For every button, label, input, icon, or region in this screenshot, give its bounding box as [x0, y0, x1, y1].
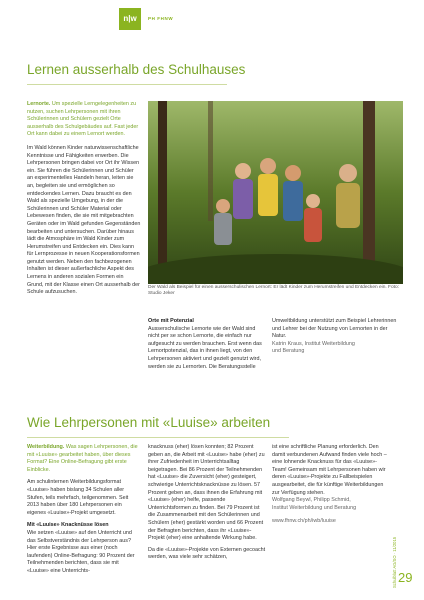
fhnw-logo: n|w: [119, 8, 141, 30]
article2-col1-body2: Wie setzen «Luuise» auf den Unterricht und das Selbstverständnis der Lehrperson aus? Hier erste Ergebnisse aus einer (noch laufenden) Online-Befragung: 90 Prozent der Teilnehmenden berichten, dass sie mit «Luuise» eine Unterrichts-: [27, 529, 135, 574]
article1-col1-body: Im Wald können Kinder naturwissenschaftliche Kenntnisse und Fähigkeiten erwerben. Die Lehrpersonen bringen dabei vor Ort ihr Wissen ein. Sie führen die Schülerinnen und Schüler an experimentelles Handeln heran, leiten sie an, begleiten sie und ermöglichen so entdeckendes Lernen. Dazu braucht es den Wald als spezielle Umgebung, in der die Schülerinnen und Schüler Material oder Lebewesen finden, die sie mit mitgebrachten Geräten oder im Wald gefunden Gegenständen bearbeiten und untersuchen. Darüber hinaus lädt die Atmosphäre im Wald Kinder zum Herumstreifen und Entdecken ein. Dies kann für Lernprozesse in neuen Kooperationsformen genutzt werden. Neben den fachbezogenen Inhalten ist dieser außerfachliche Aspekt des Lernens in anderen sozialen Formen ein Grund, mit der Klasse einen Ort ausserhalb der Schule aufzusuchen.: [27, 144, 141, 296]
article2-signature-1: Wolfgang Beywl, Philipp Schmid,: [272, 497, 351, 504]
article2-col3-body: ist eine schriftliche Planung erforderlich. Den damit verbundenen Aufwand finden viele hoch – eine lohnende Knacknuss für das «Luuise»-Team! Gemeinsam mit Lehrpersonen haben wir deren «Luuise»-Projekte zu Fallbeispielen ausgearbeitet, die für künftige Weiterbildungen zur Verfügung stehen.: [272, 444, 387, 496]
article2-col2-body2: Da die «Luuise»-Projekte von Externen gecoacht werden, was viele sehr schätzen,: [148, 546, 266, 561]
article2-col1-subhead: Mit «Luuise» Knacknüsse lösen: [27, 522, 109, 529]
article2-col1-body: Am schulinternen Weiterbildungsformat «Luuise» haben bislang 34 Schulen aller Stufen, teils mehrfach, teilgenommen. Seit 2013 haben über 180 Lehrpersonen ein eigenes «Luuise»-Projekt umgesetzt.: [27, 479, 129, 516]
article2-col1: [27, 444, 141, 576]
forest-photo-image: [148, 101, 403, 284]
article1-col3: [272, 318, 400, 356]
section-label: PH FHNW: [148, 16, 174, 21]
article2-rule: [27, 437, 289, 438]
article1-title: Lernen ausserhalb des Schulhauses: [27, 62, 246, 77]
article1-lead: [27, 101, 141, 139]
article2-lead: [27, 444, 141, 474]
article1-col3-body: Umweltbildung unterstützt zum Beispiel Lehrerinnen und Lehrer bei der Nutzung von Lernorten in der Natur.: [272, 318, 397, 340]
article1-col1: [27, 101, 141, 297]
article2-title: Wie Lehrpersonen mit «Luuise» arbeiten: [27, 415, 271, 430]
article1-col2-subhead: Orte mit Potenzial: [148, 318, 194, 324]
article2-signature-2: Institut Weiterbildung und Beratung: [272, 504, 357, 511]
vertical-text: Schulblatt AG/SO · 11/2015: [392, 536, 397, 588]
lead-keyword: Weiterbildung.: [27, 444, 65, 450]
article2-col3: [272, 444, 390, 526]
lead-keyword: Lernorte.: [27, 101, 51, 107]
article2-col2-body: knacknuss (eher) lösen konnten; 82 Prozent geben an, die Arbeit mit «Luuise» habe (eher) zu ihrer Zufriedenheit im Unterrichtsalltag beigetragen. Bei 86 Prozent der Teilnehmenden hat «Luuise» die Zuversicht (eher) gesteigert, schwierige Unterrichtsknacknüsse zu lösen. 57 Prozent geben an, dass ihnen die Erfahrung mit «Luuise» (eher) helfe, passende Unterrichtsformen zu finden. Bei 79 Prozent ist die Zusammenarbeit mit den Schülerinnen und Schülern (eher) gestärkt worden und 66 Prozent der Befragten berichten, dass ihr «Luuise»-Projekt (eher) eine anhaltende Wirkung habe.: [148, 444, 265, 542]
article1-col2-body: Ausserschulische Lernorte wie der Wald sind nicht per se schon Lernorte, die einfach nur aufgesucht zu werden brauchen. Erst wenn das Lernortpotenzial, das in ihnen liegt, von den Lehrpersonen aktiviert und gezielt genutzt wird, werden sie zu Lernorten. Die Beratungsstelle: [148, 325, 262, 370]
article1-rule: [27, 84, 227, 85]
article2-url[interactable]: www.fhnw.ch/ph/iwb/luuise: [272, 518, 336, 525]
page-number: 29: [398, 570, 413, 585]
article1-signature-1: Katrin Kraus, Institut Weiterbildung: [272, 340, 355, 347]
photo-caption: Der Wald als Beispiel für einen ausserschulischen Lernort: Er lädt Kinder zum Herumstreifen und Entdecken ein. Foto: Studio Jeker: [148, 285, 399, 297]
lead-text: Was sagen Lehrpersonen, die mit «Luuise» gearbeitet haben, über dieses Format? Eine Online-Befragung gibt erste Einblicke.: [27, 444, 138, 473]
forest-photo: [148, 101, 403, 284]
lead-text: Um spezielle Lerngelegenheiten zu nutzen, suchen Lehrpersonen mit ihren Schülerinnen und Schülern gezielt Orte ausserhalb des Schulgebäudes auf. Fast jeder Ort kann dabei zu einem Lernort werden.: [27, 101, 139, 138]
article2-col2: [148, 444, 266, 562]
article1-signature-2: und Beratung: [272, 348, 305, 355]
article1-col2: [148, 318, 266, 371]
